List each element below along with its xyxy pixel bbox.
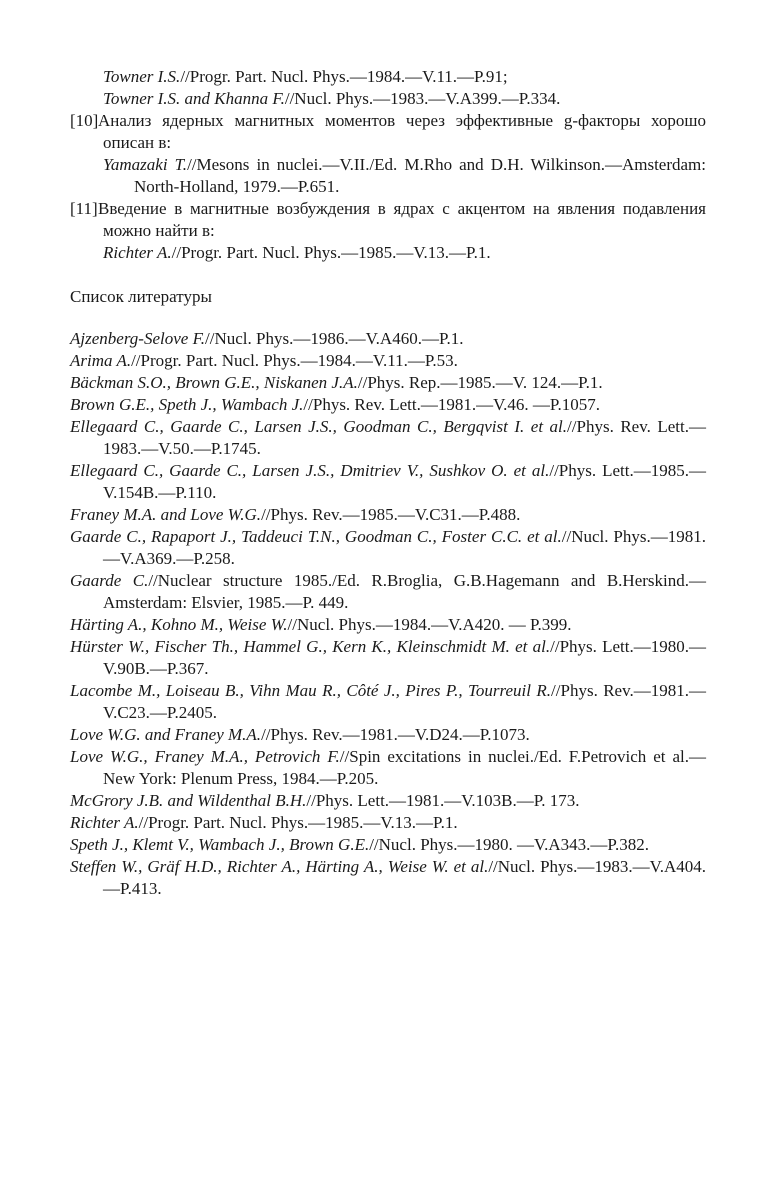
note-10: [10]Анализ ядерных магнитных моментов через эффективные g-факторы хорошо описан в:	[70, 111, 706, 152]
section-heading: Список литературы	[70, 287, 212, 306]
note-author: Yamazaki T.	[103, 155, 188, 174]
reference-item: Steffen W., Gräf H.D., Richter A., Härting A., Weise W. et al.//Nucl. Phys.—1983.—V.A404.—P.413.	[70, 857, 706, 898]
reference-item: Ellegaard C., Gaarde C., Larsen J.S., Dmitriev V., Sushkov O. et al.//Phys. Lett.—1985.—V.154B.—P.110.	[70, 461, 706, 502]
note-yamazaki: Yamazaki T.//Mesons in nuclei.—V.II./Ed. M.Rho and D.H. Wilkinson.—Amsterdam: North-Holland, 1979.—P.651.	[103, 155, 706, 196]
reference-item: McGrory J.B. and Wildenthal B.H.//Phys. Lett.—1981.—V.103B.—P. 173.	[70, 791, 580, 810]
reference-item: Bäckman S.O., Brown G.E., Niskanen J.A.//Phys. Rep.—1985.—V. 124.—P.1.	[70, 373, 603, 392]
reference-item: Ellegaard C., Gaarde C., Larsen J.S., Goodman C., Bergqvist I. et al.//Phys. Rev. Lett.—1983.—V.50.—P.1745.	[70, 417, 706, 458]
reference-item: Love W.G., Franey M.A., Petrovich F.//Spin excitations in nuclei./Ed. F.Petrovich et al.—New York: Plenum Press, 1984.—P.205.	[70, 747, 706, 788]
note-author: Richter A.	[103, 243, 172, 262]
reference-item: Ajzenberg-Selove F.//Nucl. Phys.—1986.—V.A460.—P.1.	[70, 329, 464, 348]
references-list	[70, 328, 706, 900]
reference-item: Love W.G. and Franey M.A.//Phys. Rev.—1981.—V.D24.—P.1073.	[70, 725, 530, 744]
reference-item: Richter A.//Progr. Part. Nucl. Phys.—1985.—V.13.—P.1.	[70, 813, 458, 832]
note-number: [11]	[70, 199, 98, 218]
note-towner-1: Towner I.S.//Progr. Part. Nucl. Phys.—1984.—V.11.—P.91;	[103, 67, 508, 86]
reference-item: Härting A., Kohno M., Weise W.//Nucl. Phys.—1984.—V.A420. — P.399.	[70, 615, 572, 634]
reference-item: Gaarde C.//Nuclear structure 1985./Ed. R.Broglia, G.B.Hagemann and B.Herskind.—Amsterdam: Elsvier, 1985.—P. 449.	[70, 571, 706, 612]
reference-item: Speth J., Klemt V., Wambach J., Brown G.E.//Nucl. Phys.—1980. —V.A343.—P.382.	[70, 835, 649, 854]
note-number: [10]	[70, 111, 99, 130]
note-author: Towner I.S.	[103, 67, 181, 86]
note-11: [11]Введение в магнитные возбуждения в ядрах с акцентом на явления подавления можно найти в:	[70, 199, 706, 240]
reference-item: Franey M.A. and Love W.G.//Phys. Rev.—1985.—V.C31.—P.488.	[70, 505, 521, 524]
reference-item: Brown G.E., Speth J., Wambach J.//Phys. Rev. Lett.—1981.—V.46. —P.1057.	[70, 395, 600, 414]
reference-item: Arima A.//Progr. Part. Nucl. Phys.—1984.—V.11.—P.53.	[70, 351, 458, 370]
reference-item: Hürster W., Fischer Th., Hammel G., Kern K., Kleinschmidt M. et al.//Phys. Lett.—1980.—V.90B.—P.367.	[70, 637, 706, 678]
note-author: Towner I.S. and Khanna F.	[103, 89, 285, 108]
notes-section	[70, 66, 706, 264]
reference-item: Lacombe M., Loiseau B., Vihn Mau R., Côté J., Pires P., Tourreuil R.//Phys. Rev.—1981.—V.C23.—P.2405.	[70, 681, 706, 722]
note-towner-2: Towner I.S. and Khanna F.//Nucl. Phys.—1983.—V.A399.—P.334.	[103, 89, 561, 108]
document-page	[70, 66, 706, 900]
note-richter: Richter A.//Progr. Part. Nucl. Phys.—1985.—V.13.—P.1.	[103, 243, 491, 262]
reference-item: Gaarde C., Rapaport J., Taddeuci T.N., Goodman C., Foster C.C. et al.//Nucl. Phys.—1981.—V.A369.—P.258.	[70, 527, 706, 568]
